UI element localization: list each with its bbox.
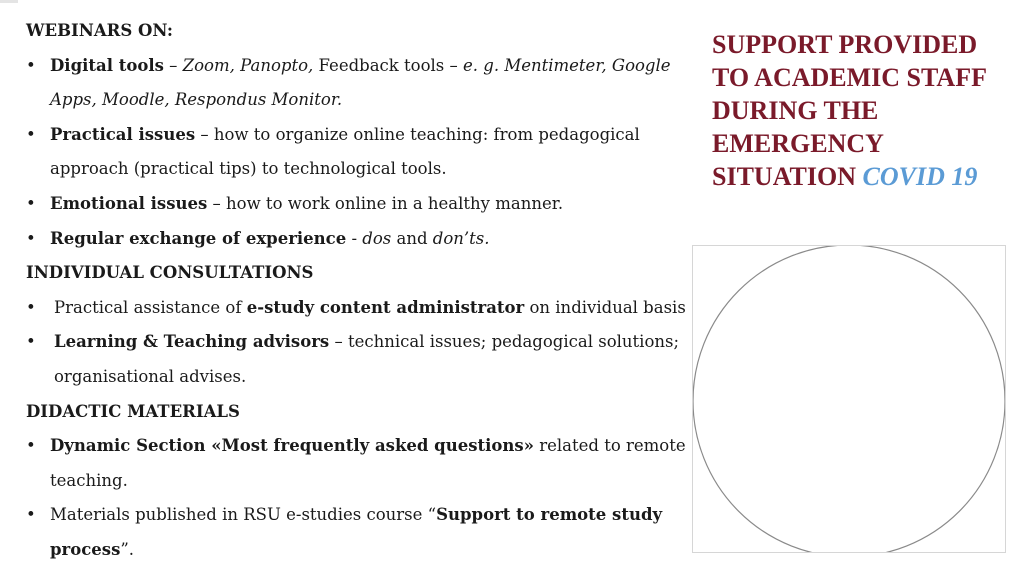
digital-tools-label: Digital tools xyxy=(50,55,164,75)
emotional-issues-label: Emotional issues xyxy=(50,193,208,213)
advisors-label: Learning & Teaching advisors xyxy=(54,332,330,352)
course-bold-2: process xyxy=(50,539,121,559)
consultations-heading: INDIVIDUAL CONSULTATIONS xyxy=(26,263,314,283)
slide-body xyxy=(26,14,686,568)
practical-issues-text: – how to organize online teaching: from pedagogical xyxy=(195,124,640,144)
exchange-label: Regular exchange of experience xyxy=(50,228,347,248)
exchange-sep: - xyxy=(346,228,363,248)
title-line-4: EMERGENCY xyxy=(712,129,884,158)
faq-text: related to remote xyxy=(533,436,686,456)
exchange-donts: don’ts. xyxy=(432,228,490,248)
course-bold-1: Support to remote study xyxy=(436,505,663,525)
circle-graphic xyxy=(693,246,1005,552)
title-line-3: DURING THE xyxy=(712,96,879,125)
digital-tools-examples: Zoom, Panopto, xyxy=(182,55,314,75)
digital-tools-feedback: Feedback tools – xyxy=(313,55,464,75)
digital-tools-dash: – xyxy=(163,55,183,75)
advisors-text: – technical issues; pedagogical solutions; xyxy=(329,332,680,352)
exchange-dos: dos xyxy=(362,228,392,248)
practical-issues-label: Practical issues xyxy=(50,124,196,144)
faq-continuation: teaching. xyxy=(50,470,128,490)
course-continuation xyxy=(26,533,676,568)
course-post: ”. xyxy=(120,539,135,559)
advisors-continuation: organisational advises. xyxy=(54,366,247,386)
webinars-heading: WEBINARS ON: xyxy=(26,21,173,40)
title-line-5 xyxy=(712,160,1012,193)
materials-heading: DIDACTIC MATERIALS xyxy=(26,401,240,421)
assistance-pre: Practical assistance of xyxy=(54,297,247,317)
bullet-emotional-issues xyxy=(26,187,676,222)
circle-outline xyxy=(693,246,1005,552)
assistance-bold: e-study content administrator xyxy=(246,297,525,317)
practical-issues-continuation: approach (practical tips) to technological tools. xyxy=(50,159,447,179)
assistance-post: on individual basis xyxy=(524,297,686,317)
bullet-digital-tools xyxy=(26,49,676,84)
title-line-2: TO ACADEMIC STAFF xyxy=(712,63,987,92)
bullet-advisors xyxy=(26,325,680,360)
bullet-assistance xyxy=(26,291,686,326)
digital-tools-eg: e. g. Mentimeter, Google xyxy=(463,55,671,75)
bullet-faq xyxy=(26,429,686,464)
faq-bold: Dynamic Section «Most frequently asked questions» xyxy=(50,436,534,456)
exchange-and: and xyxy=(391,228,433,248)
digital-tools-continuation xyxy=(26,83,676,118)
slide-corner-mark xyxy=(0,0,18,3)
course-pre: Materials published in RSU e-studies course “ xyxy=(50,505,437,525)
bullet-practical-issues xyxy=(26,118,676,153)
digital-tools-cont-text: Apps, Moodle, Respondus Monitor. xyxy=(50,90,343,110)
title-situation: SITUATION xyxy=(712,162,857,191)
emotional-issues-text: – how to work online in a healthy manner. xyxy=(207,193,564,213)
title-line-1: SUPPORT PROVIDED xyxy=(712,30,978,59)
title-accent-covid: COVID 19 xyxy=(862,162,978,191)
circle-image-placeholder xyxy=(692,245,1006,553)
bullet-course xyxy=(26,498,676,533)
slide-title xyxy=(712,28,1012,193)
bullet-exchange xyxy=(26,222,676,257)
